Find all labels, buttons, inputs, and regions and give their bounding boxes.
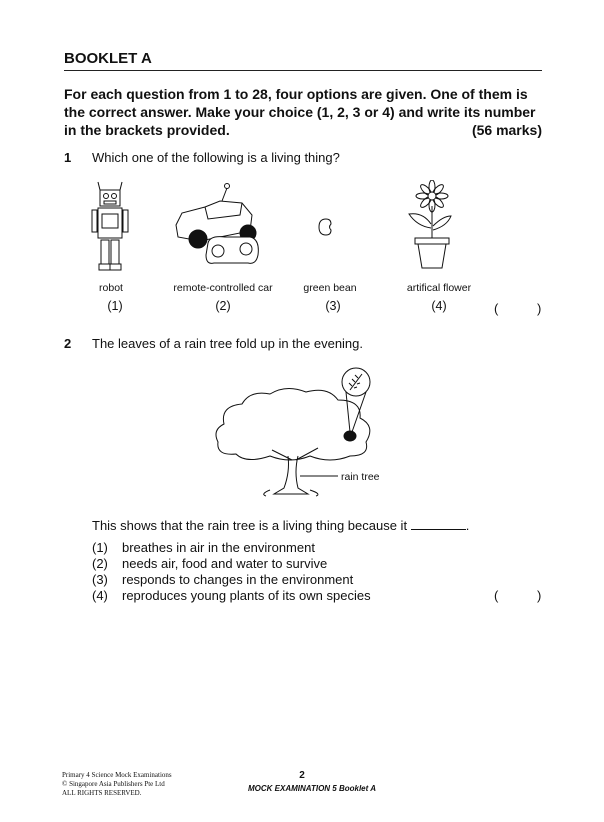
footer-line-2: © Singapore Asia Publishers Pte Ltd (62, 780, 165, 788)
q2-option-2-number: (2) (92, 556, 108, 571)
instructions-line-2: the correct answer. Make your choice (1, 2, 3 or 4) and write its number (64, 104, 536, 120)
remote-controlled-car-illustration (170, 183, 262, 268)
option-1-number: (1) (107, 299, 123, 313)
question-1-text: Which one of the following is a living thing? (92, 150, 340, 165)
question-2-number: 2 (64, 336, 72, 351)
footer-line-1: Primary 4 Science Mock Examinations (62, 771, 172, 779)
rain-tree-label: rain tree (341, 471, 380, 483)
footer-line-3: ALL RIGHTS RESERVED. (62, 789, 142, 797)
booklet-title: BOOKLET A (64, 50, 152, 67)
question-1-number: 1 (64, 150, 72, 165)
q2-option-4-number: (4) (92, 588, 108, 603)
answer-bracket-open-q1[interactable]: ( (494, 301, 499, 316)
question-2-stem (92, 518, 469, 533)
exam-title: MOCK EXAMINATION 5 Booklet A (247, 784, 377, 793)
q2-option-1-text: breathes in air in the environment (122, 540, 315, 555)
option-4-number: (4) (431, 299, 447, 313)
option-2-label: remote-controlled car (173, 282, 273, 294)
question-2-text: The leaves of a rain tree fold up in the evening. (92, 336, 364, 351)
q2-option-2-text: needs air, food and water to survive (122, 556, 328, 571)
q2-option-3-number: (3) (92, 572, 108, 587)
option-3-number: (3) (325, 299, 341, 313)
q2-option-1-number: (1) (92, 540, 108, 555)
green-bean-illustration (318, 218, 334, 236)
instructions-line-3: in the brackets provided. (64, 122, 230, 138)
option-3-label: green bean (303, 282, 357, 294)
title-rule (64, 70, 542, 71)
robot-illustration (90, 180, 130, 272)
answer-blank (411, 519, 466, 530)
question-2-stem-text: This shows that the rain tree is a living thing because it (92, 518, 408, 533)
option-1-label: robot (99, 282, 123, 294)
option-4-label: artifical flower (406, 282, 472, 294)
total-marks: (56 marks) (471, 122, 542, 138)
option-2-number: (2) (215, 299, 231, 313)
q2-option-4-text: reproduces young plants of its own species (122, 588, 371, 603)
page-number: 2 (299, 770, 305, 781)
question-2-stem-end: . (465, 518, 470, 533)
artificial-flower-illustration (405, 180, 455, 270)
answer-bracket-close-q1[interactable]: ) (537, 301, 542, 316)
answer-bracket-open-q2[interactable]: ( (494, 588, 499, 603)
q2-option-3-text: responds to changes in the environment (122, 572, 354, 587)
answer-bracket-close-q2[interactable]: ) (537, 588, 542, 603)
footer-copyright (62, 771, 172, 798)
instructions-line-1: For each question from 1 to 28, four options are given. One of them is (64, 86, 528, 102)
